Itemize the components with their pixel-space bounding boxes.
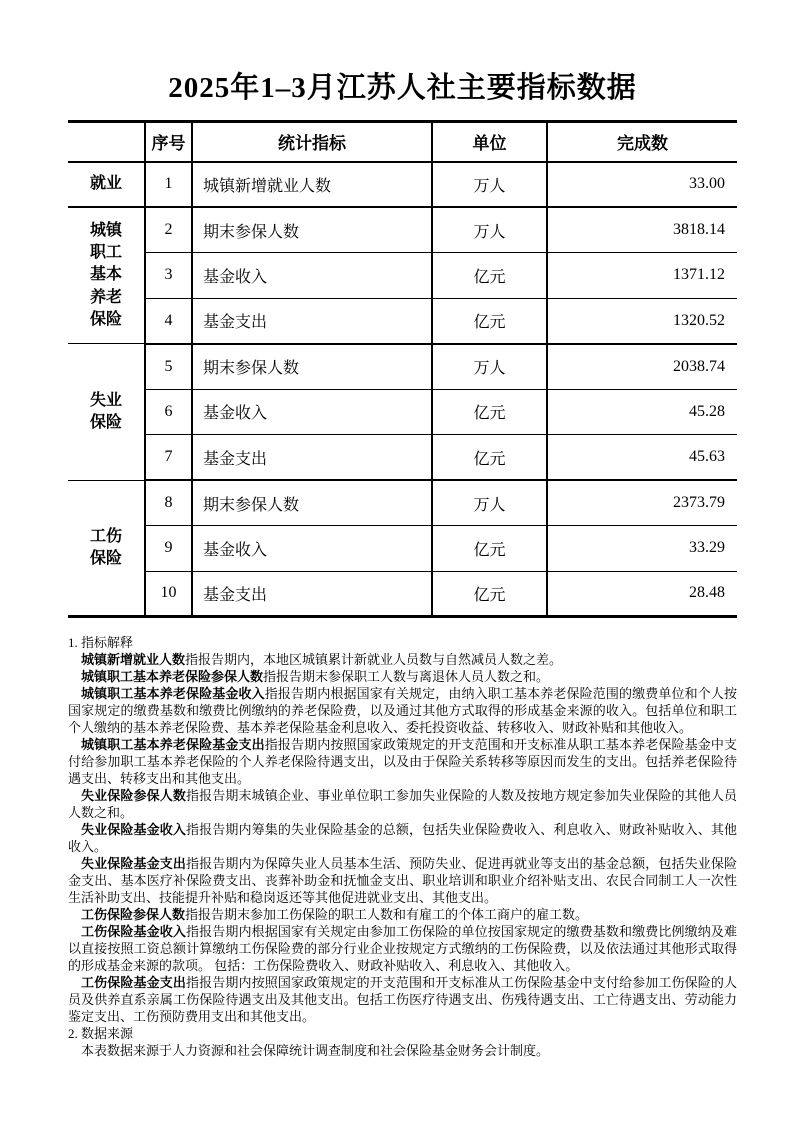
unit-cell: 亿元 (432, 526, 547, 572)
value-cell: 33.00 (547, 162, 737, 208)
notes-heading-definitions: 1. 指标解释 (68, 635, 134, 651)
index-cell: 1 (145, 162, 192, 208)
value-cell: 2038.74 (547, 344, 737, 390)
indicator-cell: 期末参保人数 (192, 480, 432, 526)
definition-paragraph (68, 668, 737, 685)
source-text: 本表数据来源于人力资源和社会保障统计调查制度和社会保险基金财务会计制度。 (81, 1043, 550, 1059)
index-cell: 10 (145, 571, 192, 617)
indicators-table (68, 120, 737, 619)
unit-cell: 万人 (432, 344, 547, 390)
definition-text: 指报告期末参保职工人数与离退休人员人数之和。 (263, 669, 550, 685)
indicator-cell: 期末参保人数 (192, 207, 432, 253)
index-cell: 9 (145, 526, 192, 572)
table-row (68, 480, 737, 526)
definition-paragraph (68, 974, 737, 1025)
value-cell: 1320.52 (547, 298, 737, 344)
definition-term: 工伤保险基金收入 (81, 924, 186, 940)
table-row (68, 253, 737, 299)
value-cell: 45.63 (547, 435, 737, 481)
definition-term: 失业保险基金支出 (81, 856, 186, 872)
definition-text: 指报告期内，本地区城镇累计新就业人员数与自然减员人数之差。 (185, 652, 563, 668)
index-cell: 4 (145, 298, 192, 344)
table-row (68, 526, 737, 572)
definition-paragraph (68, 855, 737, 906)
definition-paragraph (68, 651, 737, 668)
definition-text: 指报告期末城镇企业、事业单位职工参加失业保险的人数及按地方规定参加失业保险的其他人员人数之和。 (68, 788, 737, 821)
definition-text: 指报告期内筹集的失业保险基金的总额，包括失业保险费收入、利息收入、财政补贴收入、其他收入。 (68, 822, 737, 855)
unit-cell: 亿元 (432, 435, 547, 481)
table-row (68, 389, 737, 435)
table-row (68, 207, 737, 253)
unit-cell: 亿元 (432, 389, 547, 435)
header-indicator: 统计指标 (192, 121, 432, 162)
table-row (68, 571, 737, 617)
definition-paragraph (68, 787, 737, 821)
source-paragraph (68, 1042, 737, 1059)
indicator-cell: 基金支出 (192, 571, 432, 617)
notes-heading-source: 2. 数据来源 (68, 1026, 134, 1042)
definition-text: 指报告期内按照国家政策规定的开支范围和开支标准从职工基本养老保险基金中支付给参加职工基本养老保险的个人养老保险待遇支出，以及由于保险关系转移等原因而发生的支出。包括养老保险待遇支出、转移支出和其他支出。 (68, 737, 737, 787)
definition-paragraph (68, 685, 737, 736)
indicator-cell: 基金支出 (192, 435, 432, 481)
group-cell-unemployment (68, 344, 145, 481)
unit-cell: 亿元 (432, 571, 547, 617)
indicator-cell: 基金收入 (192, 253, 432, 299)
header-unit: 单位 (432, 121, 547, 162)
table-row (68, 162, 737, 208)
notes-section (68, 634, 737, 1059)
indicator-cell: 期末参保人数 (192, 344, 432, 390)
header-group (68, 121, 145, 162)
definition-text: 指报告期内按照国家政策规定的开支范围和开支标准从工伤保险基金中支付给参加工伤保险的人员及供养直系亲属工伤保险待遇支出及其他支出。包括工伤医疗待遇支出、伤残待遇支出、工亡待遇支出、劳动能力鉴定支出、工伤预防费用支出和其他支出。 (68, 975, 737, 1025)
group-label: 城镇职工基本养老保险 (89, 221, 122, 329)
unit-cell: 亿元 (432, 253, 547, 299)
definition-paragraph (68, 821, 737, 855)
index-cell: 5 (145, 344, 192, 390)
unit-cell: 万人 (432, 480, 547, 526)
table-header (68, 121, 737, 162)
definition-paragraph (68, 736, 737, 787)
indicator-cell: 基金支出 (192, 298, 432, 344)
value-cell: 3818.14 (547, 207, 737, 253)
indicator-cell: 基金收入 (192, 526, 432, 572)
group-cell-work-injury (68, 480, 145, 617)
value-cell: 2373.79 (547, 480, 737, 526)
definition-term: 城镇职工基本养老保险基金收入 (81, 686, 265, 702)
definition-term: 城镇新增就业人数 (81, 652, 186, 668)
page-title: 2025年1–3月江苏人社主要指标数据 (168, 72, 637, 104)
definition-term: 失业保险基金收入 (81, 822, 186, 838)
group-label: 失业保险 (89, 391, 122, 431)
group-label: 就业 (89, 175, 122, 193)
definition-text: 指报告期内根据国家有关规定，由纳入职工基本养老保险范围的缴费单位和个人按国家规定的缴费基数和缴费比例缴纳的养老保险费，以及通过其他方式取得的形成基金来源的收入。包括单位和职工个人缴纳的基本养老保险费、基本养老保险基金利息收入、委托投资收益、转移收入、财政补贴和其他收入。 (68, 686, 737, 736)
table-row (68, 298, 737, 344)
definition-text: 指报告期末参加工伤保险的职工人数和有雇工的个体工商户的雇工数。 (185, 907, 589, 923)
definition-term: 失业保险参保人数 (81, 788, 186, 804)
index-cell: 6 (145, 389, 192, 435)
table-row (68, 344, 737, 390)
index-cell: 3 (145, 253, 192, 299)
table-body (68, 162, 737, 617)
definition-term: 工伤保险基金支出 (81, 975, 186, 991)
definition-term: 城镇职工基本养老保险基金支出 (81, 737, 265, 753)
indicator-cell: 基金收入 (192, 389, 432, 435)
group-label: 工伤保险 (89, 527, 122, 567)
value-cell: 1371.12 (547, 253, 737, 299)
value-cell: 28.48 (547, 571, 737, 617)
group-cell-pension (68, 207, 145, 344)
header-value: 完成数 (547, 121, 737, 162)
index-cell: 8 (145, 480, 192, 526)
table-row (68, 435, 737, 481)
header-row (68, 121, 737, 162)
definition-paragraph (68, 923, 737, 974)
index-cell: 2 (145, 207, 192, 253)
definition-text: 指报告期内根据国家有关规定由参加工伤保险的单位按国家规定的缴费基数和缴费比例缴纳及难以直接按照工资总额计算缴纳工伤保险费的部分行业企业按规定方式缴纳的工伤保险费，以及依法通过其他形式取得的形成基金来源的款项。 包括：工伤保险费收入、财政补贴收入、利息收入、其他收入。 (68, 924, 737, 974)
unit-cell: 万人 (432, 162, 547, 208)
index-cell: 7 (145, 435, 192, 481)
group-cell-employment (68, 162, 145, 208)
definition-paragraph (68, 906, 737, 923)
definition-term: 城镇职工基本养老保险参保人数 (81, 669, 264, 685)
header-index: 序号 (145, 121, 192, 162)
unit-cell: 万人 (432, 207, 547, 253)
definition-term: 工伤保险参保人数 (81, 907, 186, 923)
unit-cell: 亿元 (432, 298, 547, 344)
value-cell: 45.28 (547, 389, 737, 435)
definition-text: 指报告期内为保障失业人员基本生活、预防失业、促进再就业等支出的基金总额，包括失业保险金支出、基本医疗补保险费支出、丧葬补助金和抚恤金支出、职业培训和职业介绍补贴支出、农民合同制工人一次性生活补助支出、技能提升补贴和稳岗返还等其他促进就业支出、其他支出。 (68, 856, 737, 906)
value-cell: 33.29 (547, 526, 737, 572)
indicator-cell: 城镇新增就业人数 (192, 162, 432, 208)
